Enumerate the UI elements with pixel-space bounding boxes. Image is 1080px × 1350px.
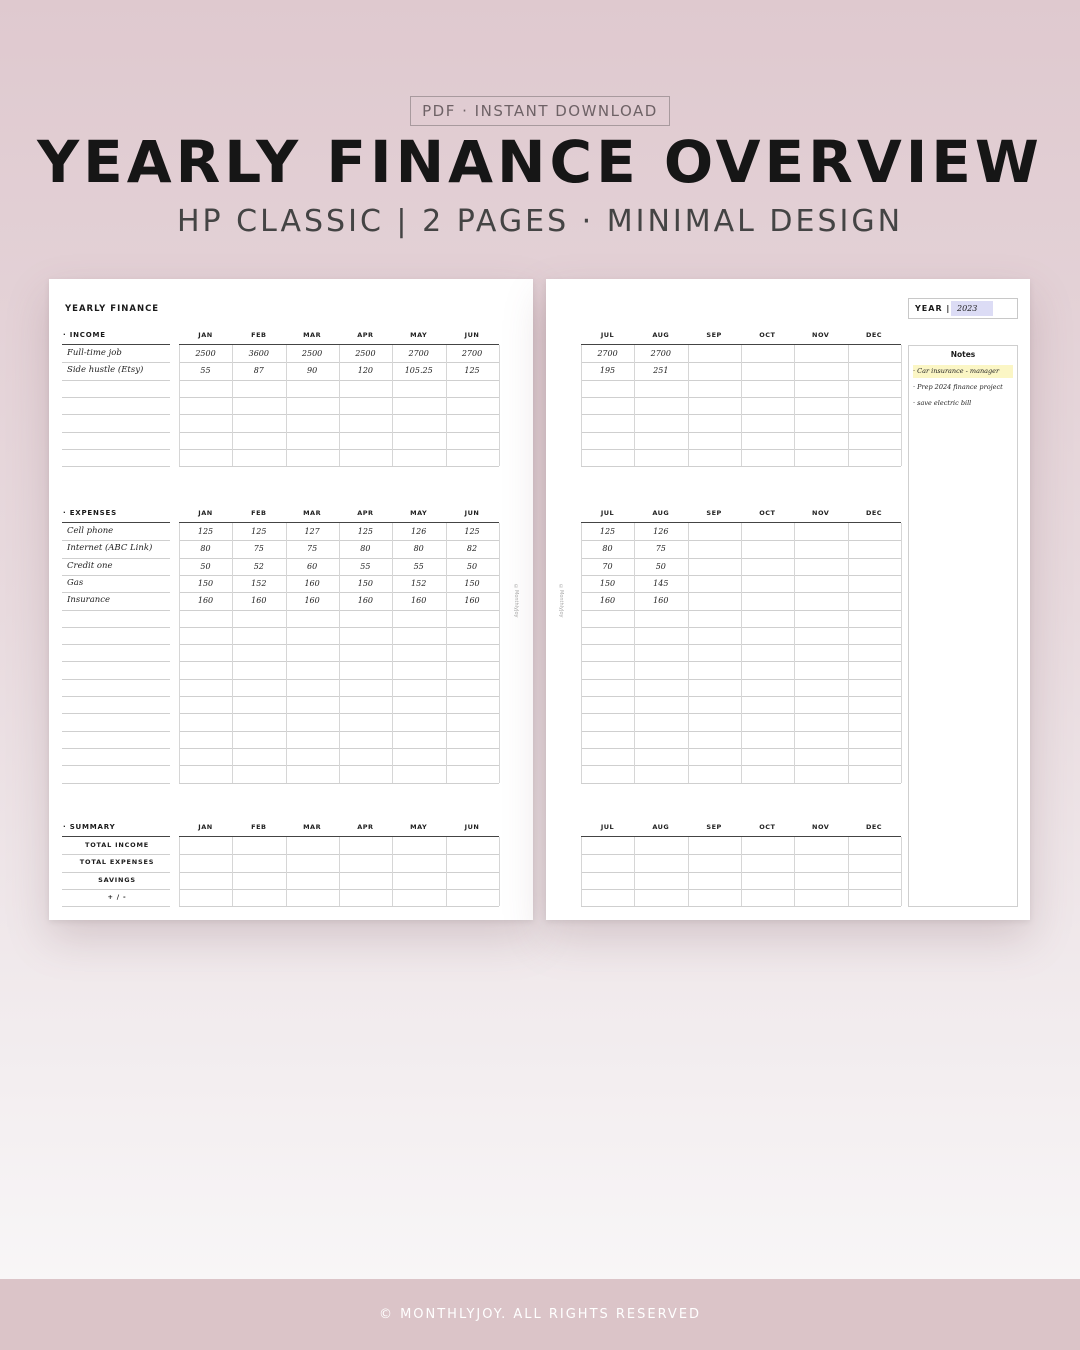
expense-value-cell[interactable]: 60	[307, 561, 318, 571]
summary-label: TOTAL EXPENSES	[79, 858, 155, 867]
month-header: JUL	[600, 509, 615, 517]
month-header: JUL	[600, 823, 615, 831]
income-value-cell[interactable]: 105.25	[404, 366, 433, 376]
month-header: NOV	[812, 823, 830, 831]
column-rule	[848, 837, 849, 906]
expense-value-cell[interactable]	[794, 540, 847, 557]
column-rule	[232, 837, 233, 906]
expense-value-cell[interactable]: 152	[251, 578, 267, 588]
row-rule	[62, 661, 170, 662]
income-value-cell[interactable]: 2700	[597, 349, 618, 358]
expense-value-cell[interactable]: 125	[599, 527, 616, 536]
expense-value-cell[interactable]: 75	[307, 544, 318, 554]
income-value-cell[interactable]: 251	[653, 366, 669, 376]
note-item[interactable]: · save electric bill	[913, 399, 972, 407]
income-value-cell[interactable]: 120	[357, 366, 374, 376]
expense-value-cell[interactable]	[688, 575, 741, 592]
month-header: MAY	[410, 331, 428, 339]
expense-value-cell[interactable]	[741, 540, 794, 557]
footer-copyright: © MONTHLYJOY. ALL RIGHTS RESERVED	[0, 1279, 1080, 1350]
month-header: AUG	[652, 331, 670, 339]
format-badge: PDF · INSTANT DOWNLOAD	[410, 96, 670, 126]
expense-value-cell[interactable]	[741, 523, 794, 540]
expense-value-cell[interactable]: 82	[466, 544, 478, 554]
income-value-cell[interactable]: 87	[253, 366, 264, 376]
column-rule	[499, 837, 500, 906]
row-rule	[62, 731, 170, 732]
income-value-cell[interactable]	[741, 345, 794, 362]
income-section-title: · INCOME	[63, 331, 106, 339]
expense-value-cell[interactable]: 75	[253, 544, 264, 554]
expense-value-cell[interactable]: 160	[411, 596, 427, 606]
summary-label: TOTAL INCOME	[85, 841, 149, 849]
row-rule	[179, 466, 499, 467]
expense-value-cell[interactable]	[794, 523, 847, 540]
expense-value-cell[interactable]: 126	[653, 527, 669, 536]
expense-value-cell[interactable]: 150	[464, 578, 480, 588]
income-value-cell[interactable]	[794, 345, 847, 362]
month-header: AUG	[652, 823, 670, 831]
column-rule	[581, 837, 582, 906]
expense-value-cell[interactable]: 160	[197, 596, 214, 606]
month-header: APR	[357, 331, 374, 339]
watermark: ©MonthlyJoy	[558, 584, 564, 618]
month-header: JUL	[600, 331, 615, 339]
expense-value-cell[interactable]: 80	[602, 544, 613, 554]
year-field[interactable]	[908, 298, 1018, 319]
income-value-cell[interactable]	[794, 362, 847, 379]
expense-value-cell[interactable]: 125	[357, 527, 374, 536]
expense-value-cell[interactable]: 150	[599, 578, 616, 588]
column-rule	[901, 837, 902, 906]
expense-section-title: · EXPENSES	[63, 509, 117, 517]
column-rule	[688, 837, 689, 906]
row-rule	[62, 380, 170, 381]
expense-value-cell[interactable]: 150	[357, 578, 374, 588]
month-header: MAY	[410, 509, 428, 517]
month-header: SEP	[706, 823, 722, 831]
column-rule	[901, 523, 902, 783]
column-rule	[499, 345, 500, 466]
expense-value-cell[interactable]	[688, 592, 741, 609]
income-row-label[interactable]: Side hustle (Etsy)	[67, 365, 144, 376]
column-rule	[794, 837, 795, 906]
income-value-cell[interactable]: 125	[464, 366, 480, 376]
expense-row-label[interactable]: Cell phone	[67, 526, 114, 536]
month-header: OCT	[759, 509, 776, 517]
row-rule	[62, 783, 170, 784]
expense-row-label[interactable]: Insurance	[67, 595, 111, 606]
note-item[interactable]: · Prep 2024 finance project	[913, 383, 1003, 391]
expense-value-cell[interactable]	[794, 558, 847, 575]
income-value-cell[interactable]	[688, 345, 741, 362]
expense-value-cell[interactable]: 160	[357, 596, 374, 606]
expense-value-cell[interactable]	[794, 575, 847, 592]
month-header: OCT	[759, 823, 776, 831]
expense-row-label[interactable]: Credit one	[67, 560, 113, 571]
column-rule	[741, 837, 742, 906]
month-header: JUN	[464, 509, 480, 517]
row-rule	[62, 414, 170, 415]
month-header: FEB	[251, 331, 267, 339]
month-header: FEB	[251, 509, 267, 517]
income-value-cell[interactable]: 2700	[650, 349, 671, 358]
notes-title: Notes	[950, 350, 976, 359]
expense-value-cell[interactable]: 125	[464, 527, 480, 536]
row-rule	[581, 783, 901, 784]
month-header: MAR	[303, 331, 322, 339]
expense-value-cell[interactable]	[741, 575, 794, 592]
row-rule	[62, 627, 170, 628]
row-rule	[62, 696, 170, 697]
expense-value-cell[interactable]: 160	[464, 596, 480, 606]
expense-row-label[interactable]: Internet (ABC Link)	[67, 543, 153, 554]
row-rule	[581, 906, 901, 907]
month-header: APR	[357, 509, 374, 517]
document-title: YEARLY FINANCE	[65, 304, 160, 314]
month-header: JUN	[464, 331, 480, 339]
expense-value-cell[interactable]: 55	[413, 561, 424, 571]
row-rule	[62, 644, 170, 645]
expense-value-cell[interactable]: 50	[200, 561, 211, 571]
row-rule	[581, 466, 901, 467]
expense-value-cell[interactable]	[848, 540, 901, 557]
expense-value-cell[interactable]	[848, 558, 901, 575]
expense-value-cell[interactable]: 160	[304, 596, 320, 606]
expense-value-cell[interactable]: 125	[197, 527, 214, 536]
expense-value-cell[interactable]: 52	[253, 561, 264, 571]
expense-value-cell[interactable]: 50	[466, 561, 478, 571]
row-rule	[62, 906, 170, 907]
expense-value-cell[interactable]: 80	[360, 544, 371, 554]
expense-value-cell[interactable]: 125	[251, 527, 267, 536]
row-rule	[62, 765, 170, 766]
column-rule	[446, 837, 447, 906]
month-header: FEB	[251, 823, 267, 831]
expense-value-cell[interactable]: 160	[653, 596, 669, 606]
income-value-cell[interactable]: 2700	[408, 349, 429, 358]
expense-value-cell[interactable]: 50	[655, 561, 666, 571]
month-header: MAR	[303, 823, 322, 831]
expense-value-cell[interactable]: 80	[200, 544, 211, 554]
month-header: APR	[357, 823, 374, 831]
expense-value-cell[interactable]: 70	[602, 561, 613, 571]
month-header: DEC	[865, 331, 883, 339]
income-value-cell[interactable]	[848, 345, 901, 362]
note-item[interactable]: · Car insurance - manager	[913, 365, 1013, 378]
month-header: JAN	[198, 331, 213, 339]
summary-label: SAVINGS	[98, 875, 136, 884]
row-rule	[62, 432, 170, 433]
expense-value-cell[interactable]	[741, 558, 794, 575]
expense-value-cell[interactable]: 160	[251, 596, 267, 606]
row-rule	[62, 610, 170, 611]
summary-label: + / -	[107, 892, 127, 901]
income-value-cell[interactable]	[688, 362, 741, 379]
column-rule	[339, 837, 340, 906]
income-value-cell[interactable]	[848, 362, 901, 379]
column-rule	[634, 837, 635, 906]
column-rule	[392, 837, 393, 906]
income-value-cell[interactable]: 2500	[355, 349, 376, 358]
month-header: MAY	[410, 823, 428, 831]
income-value-cell[interactable]: 2500	[301, 349, 323, 358]
expense-value-cell[interactable]: 160	[599, 596, 616, 606]
income-row-label[interactable]: Full-time job	[67, 348, 122, 358]
month-header: NOV	[812, 509, 830, 517]
income-value-cell[interactable]: 55	[200, 366, 211, 376]
column-rule	[179, 837, 180, 906]
income-value-cell[interactable]: 3600	[248, 349, 269, 358]
income-value-cell[interactable]	[741, 362, 794, 379]
expense-value-cell[interactable]	[741, 592, 794, 609]
row-rule	[62, 679, 170, 680]
expense-value-cell[interactable]: 150	[197, 578, 214, 588]
month-header: JAN	[198, 509, 213, 517]
watermark: ©MonthlyJoy	[513, 584, 519, 618]
column-rule	[286, 837, 287, 906]
year-value[interactable]: 2023	[951, 301, 993, 316]
page-subtitle: HP CLASSIC | 2 PAGES · MINIMAL DESIGN	[176, 204, 904, 239]
month-header: DEC	[865, 509, 883, 517]
planner-page-right	[546, 279, 1030, 920]
row-rule	[179, 906, 499, 907]
month-header: OCT	[759, 331, 776, 339]
expense-value-cell[interactable]: 145	[653, 578, 669, 588]
month-header: MAR	[303, 509, 322, 517]
month-header: SEP	[706, 331, 722, 339]
month-header: JUN	[464, 823, 480, 831]
month-header: SEP	[706, 509, 722, 517]
summary-section-title: · SUMMARY	[63, 823, 116, 831]
row-rule	[179, 783, 499, 784]
expense-value-cell[interactable]: 160	[304, 578, 320, 588]
month-header: AUG	[652, 509, 670, 517]
income-value-cell[interactable]: 2700	[461, 349, 483, 358]
expense-value-cell[interactable]: 126	[411, 527, 427, 536]
month-header: NOV	[812, 331, 830, 339]
income-value-cell[interactable]: 2500	[195, 349, 216, 358]
expense-value-cell[interactable]: 75	[655, 544, 666, 554]
row-rule	[62, 449, 170, 450]
notes-box[interactable]	[908, 345, 1018, 907]
expense-value-cell[interactable]	[794, 592, 847, 609]
row-rule	[62, 466, 170, 467]
row-rule	[62, 397, 170, 398]
expense-value-cell[interactable]: 127	[304, 527, 320, 536]
expense-value-cell[interactable]	[688, 523, 741, 540]
expense-value-cell[interactable]	[848, 592, 901, 609]
expense-value-cell[interactable]: 80	[413, 544, 424, 554]
expense-value-cell[interactable]: 55	[360, 561, 371, 571]
expense-value-cell[interactable]	[848, 575, 901, 592]
row-rule	[62, 713, 170, 714]
expense-value-cell[interactable]	[848, 523, 901, 540]
expense-value-cell[interactable]	[688, 558, 741, 575]
income-value-cell[interactable]: 90	[307, 366, 318, 376]
month-header: DEC	[865, 823, 883, 831]
month-header: JAN	[198, 823, 213, 831]
expense-row-label[interactable]: Gas	[67, 577, 84, 588]
planner-page-left	[49, 279, 533, 920]
expense-value-cell[interactable]	[688, 540, 741, 557]
expense-value-cell[interactable]: 152	[411, 578, 427, 588]
income-value-cell[interactable]: 195	[599, 366, 616, 376]
row-rule	[62, 748, 170, 749]
column-rule	[499, 523, 500, 783]
page-title: YEARLY FINANCE OVERVIEW	[37, 128, 1043, 196]
column-rule	[901, 345, 902, 466]
year-label: YEAR |	[915, 304, 951, 313]
